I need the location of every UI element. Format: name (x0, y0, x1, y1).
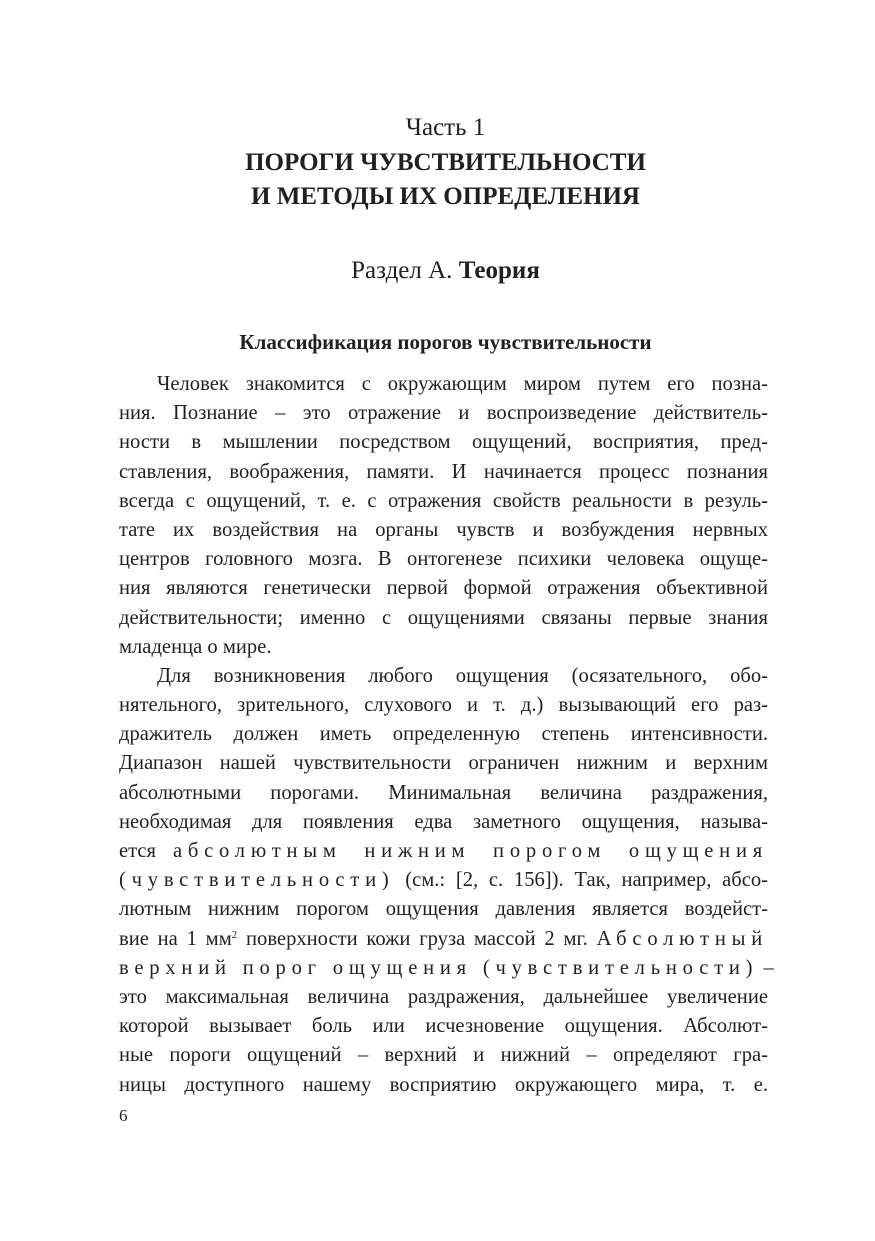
spaced-term: (чувствительности) (119, 869, 395, 892)
body-text (119, 370, 774, 1100)
part-label: Часть 1 (405, 114, 486, 141)
paragraph-2-line: ницы доступного нашему восприятию окружающего мира, т. е. (119, 1073, 768, 1096)
paragraph-1-line: ния. Познание – это отражение и воспроизведение действитель- (119, 402, 768, 425)
paragraph-1-line: младенца о мире. (119, 635, 272, 658)
paragraph-1-line: Человек знакомится с окружающим миром путем его позна- (157, 373, 768, 395)
text-run: (см.: [2, с. 156]). Так, например, абсо- (394, 869, 768, 892)
part-title-line-1: ПОРОГИ ЧУВСТВИТЕЛЬНОСТИ (245, 149, 646, 176)
paragraph-2-line: дражитель должен иметь определенную степень интенсивности. (119, 723, 768, 746)
paragraph-2-line: абсолютными порогами. Минимальная величина раздражения, (119, 781, 768, 804)
part-title-line-2: И МЕТОДЫ ИХ ОПРЕДЕЛЕНИЯ (251, 183, 640, 210)
paragraph-2-line: нятельного, зрительного, слухового и т. д.) вызывающий его раз- (119, 694, 768, 717)
section-heading (8, 254, 875, 288)
paragraph-1-line: действительности; именно с ощущениями связаны первые знания (119, 606, 768, 629)
text-run: – (758, 956, 774, 979)
paragraph-1-line: ставления, воображения, памяти. И начинается процесс познания (119, 460, 768, 483)
section-name: Теория (458, 257, 540, 284)
paragraph-2-line (119, 837, 768, 866)
paragraph-1-line: ния являются генетически первой формой отражения объективной (119, 577, 768, 600)
paragraph-1-line: всегда с ощущений, т. е. с отражения свойств реальности в резуль- (119, 489, 768, 512)
text-run: поверхности кожи груза массой 2 мг. (237, 927, 597, 950)
spaced-term: абсолютным нижним порогом ощущения (172, 840, 768, 862)
spaced-term: верхний порог ощущения (чувствительности) (119, 956, 759, 979)
section-prefix: Раздел А. (351, 257, 453, 284)
paragraph-2-line: необходимая для появления едва заметного ощущения, называ- (119, 810, 768, 833)
paragraph-2-line (119, 925, 768, 954)
paragraph-2-line: Для возникновения любого ощущения (осязательного, обо- (157, 664, 768, 687)
paragraph-1-line: центров головного мозга. В онтогенезе психики человека ощуще- (119, 548, 768, 571)
text-run: вие на 1 мм (119, 927, 232, 950)
paragraph-2-line: лютным нижним порогом ощущения давления является воздейст- (119, 898, 768, 921)
paragraph-2-line: Диапазон нашей чувствительности ограничен нижним и верхним (119, 752, 768, 775)
superscript: 2 (231, 928, 238, 941)
paragraph-2-line: которой вызывает боль или исчезновение ощущения. Абсолют- (119, 1015, 768, 1038)
paragraph-2-line: это максимальная величина раздражения, дальнейшее увеличение (119, 985, 768, 1008)
paragraph-2-line (119, 954, 774, 983)
paragraph-1-line: ности в мышлении посредством ощущений, восприятия, пред- (119, 431, 768, 454)
subheading: Классификация порогов чувствительности (239, 330, 652, 354)
spaced-term: Абсолютный (596, 927, 768, 950)
paragraph-2-line (119, 866, 768, 895)
paragraph-2-line: ные пороги ощущений – верхний и нижний – определяют гра- (119, 1044, 768, 1067)
part-title (8, 146, 875, 214)
text-run: ется (119, 840, 173, 862)
paragraph-1-line: тате их воздействия на органы чувств и возбуждения нервных (119, 518, 768, 541)
page-number: 6 (119, 1106, 128, 1125)
